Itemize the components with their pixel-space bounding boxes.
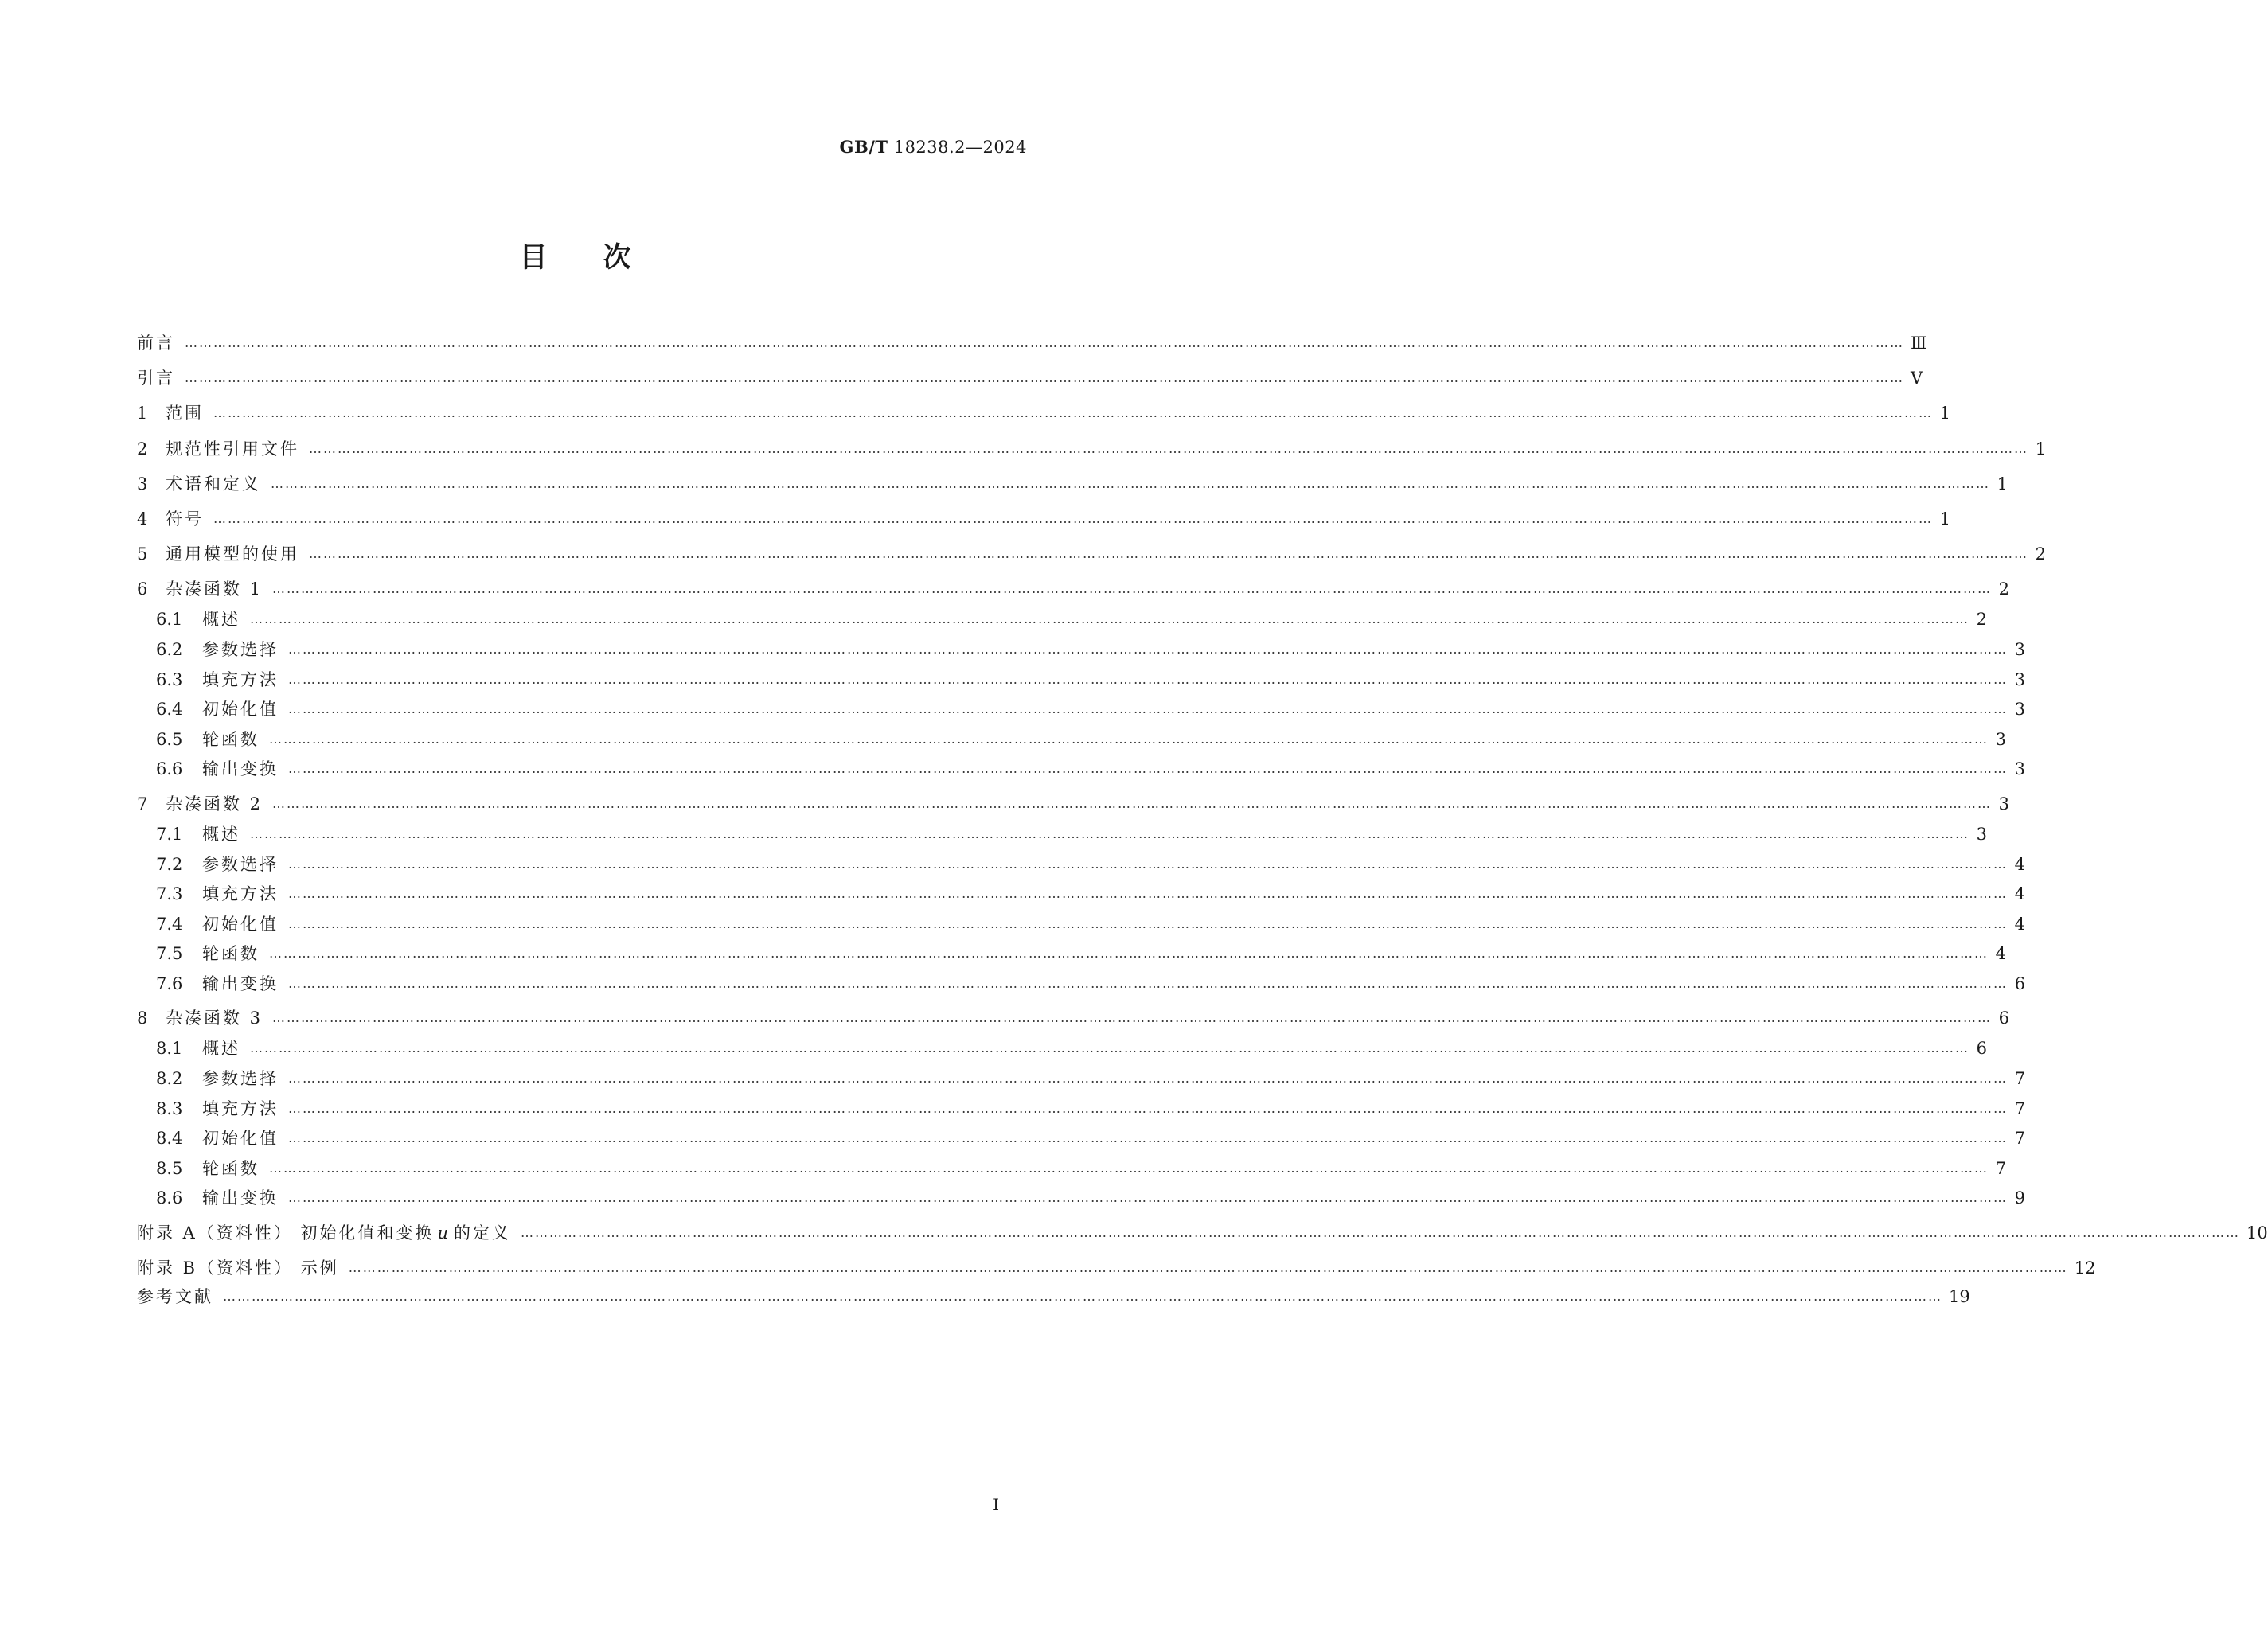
toc-entry[interactable]: [137, 1005, 2010, 1032]
toc-entry[interactable]: [137, 365, 1923, 392]
toc-entry-page: 2: [1998, 579, 2010, 599]
toc-entry-page: 7: [2014, 1098, 2025, 1118]
toc-entry-number: 6.1: [156, 610, 183, 630]
toc-dot-leader: ………………………………………………………………………………………………………………………………………………………………………………………………………………………………………………………………………………………………………………………………: [269, 946, 1989, 962]
toc-entry-page: 2: [2035, 544, 2046, 564]
toc-entry-page: 7: [2014, 1129, 2025, 1149]
footer-page-number: Ⅰ: [993, 1495, 999, 1514]
toc-entry[interactable]: [137, 330, 1927, 357]
toc-entry[interactable]: [137, 470, 2008, 497]
toc-entry-number: 6: [137, 579, 148, 599]
standard-number: 18238.2—2024: [893, 138, 1027, 157]
toc-entry[interactable]: [156, 666, 2025, 693]
toc-entry-number: 5: [137, 544, 148, 564]
toc-entry-label: [137, 790, 263, 817]
toc-entry-page: 3: [2014, 759, 2025, 779]
toc-entry[interactable]: [156, 1184, 2025, 1211]
toc-dot-leader: ………………………………………………………………………………………………………………………………………………………………………………………………………………………………………………………………………………………………………………………………: [272, 1010, 1993, 1026]
toc-entry-label: [156, 1035, 240, 1062]
toc-entry[interactable]: [137, 1219, 2268, 1247]
toc-entry-number: 7.2: [156, 854, 183, 874]
toc-entry-label: [137, 540, 299, 568]
toc-dot-leader: ………………………………………………………………………………………………………………………………………………………………………………………………………………………………………………………………………………………………………………………………: [288, 671, 2008, 687]
toc-entry[interactable]: [156, 851, 2025, 878]
toc-entry-page: 6: [1976, 1039, 1987, 1059]
toc-dot-leader: ………………………………………………………………………………………………………………………………………………………………………………………………………………………………………………………………………………………………………………………………: [288, 1100, 2008, 1116]
toc-dot-leader: ………………………………………………………………………………………………………………………………………………………………………………………………………………………………………………………………………………………………………………………………: [250, 1040, 1969, 1056]
toc-dot-leader: ………………………………………………………………………………………………………………………………………………………………………………………………………………………………………………………………………………………………………………………………: [250, 611, 1969, 627]
toc-entry[interactable]: [137, 400, 1950, 427]
toc-entry-label: [156, 696, 279, 723]
toc-entry-label: [156, 940, 260, 967]
toc-entry-title: 参数选择: [202, 1069, 279, 1088]
toc-dot-leader: ………………………………………………………………………………………………………………………………………………………………………………………………………………………………………………………………………………………………………………………………: [288, 1190, 2008, 1206]
toc-entry-title: 引言: [137, 369, 175, 388]
toc-entry[interactable]: [156, 880, 2025, 907]
toc-entry-label: [137, 365, 175, 392]
toc-entry-page: 7: [2014, 1069, 2025, 1088]
toc-dot-leader: ………………………………………………………………………………………………………………………………………………………………………………………………………………………………………………………………………………………………………………………………: [288, 1130, 2008, 1146]
toc-entry-number: 8: [137, 1009, 148, 1028]
toc-entry-page: 3: [1976, 824, 1987, 844]
toc-entry-label: [156, 911, 279, 938]
toc-dot-leader: ………………………………………………………………………………………………………………………………………………………………………………………………………………………………………………………………………………………………………………………………: [269, 1160, 1989, 1176]
toc-entry-number: 8.1: [156, 1039, 183, 1059]
toc-entry-label: [156, 1184, 279, 1211]
toc-entry-label: [156, 880, 279, 907]
toc-entry-page: 6: [2014, 973, 2025, 993]
toc-entry-title: 概述: [202, 1039, 240, 1059]
toc-entry-title: 初始化值: [202, 700, 279, 720]
toc-entry-title: 附录 A（资料性） 初始化值和变换: [137, 1223, 435, 1243]
toc-entry-label: [156, 1095, 279, 1122]
toc-entry-page: 4: [2014, 884, 2025, 904]
toc-entry-page: 1: [2035, 439, 2046, 458]
toc-entry[interactable]: [156, 970, 2025, 997]
toc-entry-label: [137, 1005, 263, 1032]
toc-entry-title: 轮函数: [202, 1158, 260, 1178]
toc-entry-page: 12: [2074, 1258, 2096, 1278]
toc-entry-label: [156, 726, 260, 753]
toc-entry-page: 19: [1949, 1287, 1970, 1307]
toc-entry-title: 概述: [202, 610, 240, 630]
toc-entry-page: 3: [2014, 700, 2025, 720]
toc-entry-title: 规范性引用文件: [166, 439, 299, 458]
toc-entry-page: 1: [1997, 474, 2008, 494]
toc-entry[interactable]: [156, 821, 1987, 848]
toc-entry-number: 7.4: [156, 914, 183, 934]
toc-entry-page: 3: [2014, 640, 2025, 659]
toc-entry-number: 6.5: [156, 729, 183, 749]
standard-prefix: GB/T: [839, 137, 888, 157]
toc-entry-title: 范围: [166, 404, 204, 423]
toc-entry-number: 8.6: [156, 1188, 183, 1208]
toc-entry[interactable]: [156, 1035, 1987, 1062]
toc-entry-title: 轮函数: [202, 729, 260, 749]
toc-entry-label: [137, 330, 175, 357]
toc-entry-title: 轮函数: [202, 944, 260, 964]
toc-entry-label: [156, 821, 240, 848]
toc-entry[interactable]: [156, 1065, 2025, 1092]
toc-entry-title: 杂凑函数 2: [166, 794, 263, 814]
toc-dot-leader: ………………………………………………………………………………………………………………………………………………………………………………………………………………………………………………………………………………………………………………………………: [309, 546, 2028, 562]
toc-entry-page: 9: [2014, 1188, 2025, 1208]
toc-dot-leader: ………………………………………………………………………………………………………………………………………………………………………………………………………………………………………………………………………………………………………………………………: [269, 731, 1989, 747]
toc-dot-leader: ………………………………………………………………………………………………………………………………………………………………………………………………………………………………………………………………………………………………………………………………: [271, 475, 1990, 491]
toc-dot-leader: ………………………………………………………………………………………………………………………………………………………………………………………………………………………………………………………………………………………………………………………………: [348, 1260, 2068, 1276]
toc-entry[interactable]: [137, 505, 1950, 533]
toc-entry-title: 参考文献: [137, 1287, 213, 1307]
toc-entry[interactable]: [156, 940, 2006, 967]
toc-entry-label: [137, 470, 261, 497]
toc-entry-number: 7: [137, 794, 148, 814]
toc-entry[interactable]: [137, 1254, 2096, 1282]
toc-dot-leader: ………………………………………………………………………………………………………………………………………………………………………………………………………………………………………………………………………………………………………………………………: [213, 511, 1933, 526]
toc-entry-number: 6.2: [156, 640, 183, 659]
toc-dot-leader: ………………………………………………………………………………………………………………………………………………………………………………………………………………………………………………………………………………………………………………………………: [223, 1289, 1942, 1305]
toc-entry-title: 术语和定义: [166, 474, 261, 494]
toc-entry-title: 填充方法: [202, 1098, 279, 1118]
toc-entry-title: 输出变换: [202, 973, 279, 993]
toc-entry-number: 7.1: [156, 824, 183, 844]
toc-entry-title: 初始化值: [202, 914, 279, 934]
toc-entry[interactable]: [156, 1125, 2025, 1152]
toc-entry[interactable]: [156, 1155, 2006, 1182]
toc-entry-variable: u: [437, 1223, 451, 1243]
toc-dot-leader: ………………………………………………………………………………………………………………………………………………………………………………………………………………………………………………………………………………………………………………………………: [521, 1224, 2241, 1240]
toc-entry-page: 10: [2247, 1223, 2268, 1243]
toc-entry-page: 7: [1995, 1158, 2006, 1178]
toc-entry[interactable]: [156, 726, 2006, 753]
toc-entry[interactable]: [137, 1283, 1970, 1310]
toc-entry-page: 3: [1995, 729, 2006, 749]
toc-entry-number: 7.6: [156, 973, 183, 993]
toc-entry-title: 参数选择: [202, 640, 279, 659]
toc-entry-number: 7.3: [156, 884, 183, 904]
toc-dot-leader: ………………………………………………………………………………………………………………………………………………………………………………………………………………………………………………………………………………………………………………………………: [288, 701, 2008, 717]
toc-entry[interactable]: [156, 1095, 2025, 1122]
toc-entry-label: [156, 636, 279, 663]
toc-dot-leader: ………………………………………………………………………………………………………………………………………………………………………………………………………………………………………………………………………………………………………………………………: [185, 335, 1904, 350]
toc-entry-page: 4: [1995, 944, 2006, 964]
toc-entry-page: 4: [2014, 854, 2025, 874]
toc-entry-page: 3: [2014, 669, 2025, 689]
toc-entry-page: 4: [2014, 914, 2025, 934]
toc-dot-leader: ………………………………………………………………………………………………………………………………………………………………………………………………………………………………………………………………………………………………………………………………: [213, 405, 1933, 421]
toc-entry-label: [156, 851, 279, 878]
toc-entry[interactable]: [156, 606, 1987, 633]
toc-entry-label: [156, 970, 279, 997]
toc-entry-title: 填充方法: [202, 669, 279, 689]
toc-entry-label: [156, 1155, 260, 1182]
toc-entry-title: 输出变换: [202, 759, 279, 779]
toc-entry-label: [156, 666, 279, 693]
toc-entry-number: 8.5: [156, 1158, 183, 1178]
toc-entry-number: 2: [137, 439, 148, 458]
toc-entry[interactable]: [156, 636, 2025, 663]
toc-dot-leader: ………………………………………………………………………………………………………………………………………………………………………………………………………………………………………………………………………………………………………………………………: [272, 581, 1993, 597]
toc-entry-number: 4: [137, 509, 148, 529]
toc-dot-leader: ………………………………………………………………………………………………………………………………………………………………………………………………………………………………………………………………………………………………………………………………: [288, 1071, 2008, 1086]
toc-entry-number: 6.3: [156, 669, 183, 689]
toc-entry[interactable]: [156, 696, 2025, 723]
toc-entry-label: [156, 606, 240, 633]
toc-entry-label: [137, 1254, 339, 1282]
toc-dot-leader: ………………………………………………………………………………………………………………………………………………………………………………………………………………………………………………………………………………………………………………………………: [185, 370, 1904, 386]
toc-dot-leader: ………………………………………………………………………………………………………………………………………………………………………………………………………………………………………………………………………………………………………………………………: [288, 975, 2008, 991]
toc-entry-number: 6.4: [156, 700, 183, 720]
toc-entry[interactable]: [137, 575, 2010, 603]
toc-entry-page: 2: [1976, 610, 1987, 630]
toc-entry-title-suffix: 的定义: [454, 1223, 512, 1243]
toc-dot-leader: ………………………………………………………………………………………………………………………………………………………………………………………………………………………………………………………………………………………………………………………………: [309, 440, 2028, 456]
toc-entry-page: 1: [1939, 404, 1950, 423]
page-title: 目次: [519, 242, 687, 274]
toc-entry-title: 填充方法: [202, 884, 279, 904]
toc-entry-number: 6.6: [156, 759, 183, 779]
toc-entry-title: 杂凑函数 1: [166, 579, 263, 599]
toc-entry[interactable]: [156, 911, 2025, 938]
toc-entry-label: [156, 755, 279, 782]
toc-entry-number: 1: [137, 404, 148, 423]
toc-entry[interactable]: [156, 755, 2025, 782]
toc-dot-leader: ………………………………………………………………………………………………………………………………………………………………………………………………………………………………………………………………………………………………………………………………: [288, 761, 2008, 777]
toc-dot-leader: ………………………………………………………………………………………………………………………………………………………………………………………………………………………………………………………………………………………………………………………………: [272, 795, 1993, 811]
toc-entry-label: [156, 1125, 279, 1152]
toc-entry[interactable]: [137, 790, 2010, 817]
toc-entry-label: [137, 400, 204, 427]
toc-entry-title: 概述: [202, 824, 240, 844]
toc-entry-title: 初始化值: [202, 1129, 279, 1149]
toc-dot-leader: ………………………………………………………………………………………………………………………………………………………………………………………………………………………………………………………………………………………………………………………………: [250, 825, 1969, 841]
standard-code: [840, 137, 1027, 157]
toc-entry-page: Ⅴ: [1911, 369, 1923, 388]
toc-entry-number: 7.5: [156, 944, 183, 964]
toc-entry-label: [137, 1283, 213, 1310]
toc-entry[interactable]: [137, 540, 2046, 568]
toc-entry-number: 3: [137, 474, 148, 494]
toc-entry-title: 前言: [137, 334, 175, 353]
toc-entry[interactable]: [137, 435, 2046, 462]
toc-entry-number: 8.3: [156, 1098, 183, 1118]
toc-entry-label: [156, 1065, 279, 1092]
toc-entry-page: 6: [1998, 1009, 2010, 1028]
toc-entry-label: [137, 505, 204, 533]
toc-entry-number: 8.4: [156, 1129, 183, 1149]
toc-dot-leader: ………………………………………………………………………………………………………………………………………………………………………………………………………………………………………………………………………………………………………………………………: [288, 856, 2008, 872]
toc-entry-title: 附录 B（资料性） 示例: [137, 1258, 339, 1278]
toc-entry-page: Ⅲ: [1911, 334, 1927, 353]
toc-entry-label: [137, 1219, 511, 1247]
toc-dot-leader: ………………………………………………………………………………………………………………………………………………………………………………………………………………………………………………………………………………………………………………………………: [288, 915, 2008, 931]
toc-entry-number: 8.2: [156, 1069, 183, 1088]
toc-entry-title: 通用模型的使用: [166, 544, 299, 564]
toc-entry-page: 3: [1998, 794, 2010, 814]
toc-entry-title: 杂凑函数 3: [166, 1009, 263, 1028]
toc-entry-title: 输出变换: [202, 1188, 279, 1208]
toc-entry-title: 符号: [166, 509, 204, 529]
toc-entry-title: 参数选择: [202, 854, 279, 874]
toc-dot-leader: ………………………………………………………………………………………………………………………………………………………………………………………………………………………………………………………………………………………………………………………………: [288, 642, 2008, 657]
toc-dot-leader: ………………………………………………………………………………………………………………………………………………………………………………………………………………………………………………………………………………………………………………………………: [288, 886, 2008, 902]
toc-entry-label: [137, 575, 263, 603]
toc-entry-page: 1: [1939, 509, 1950, 529]
toc-entry-label: [137, 435, 299, 462]
